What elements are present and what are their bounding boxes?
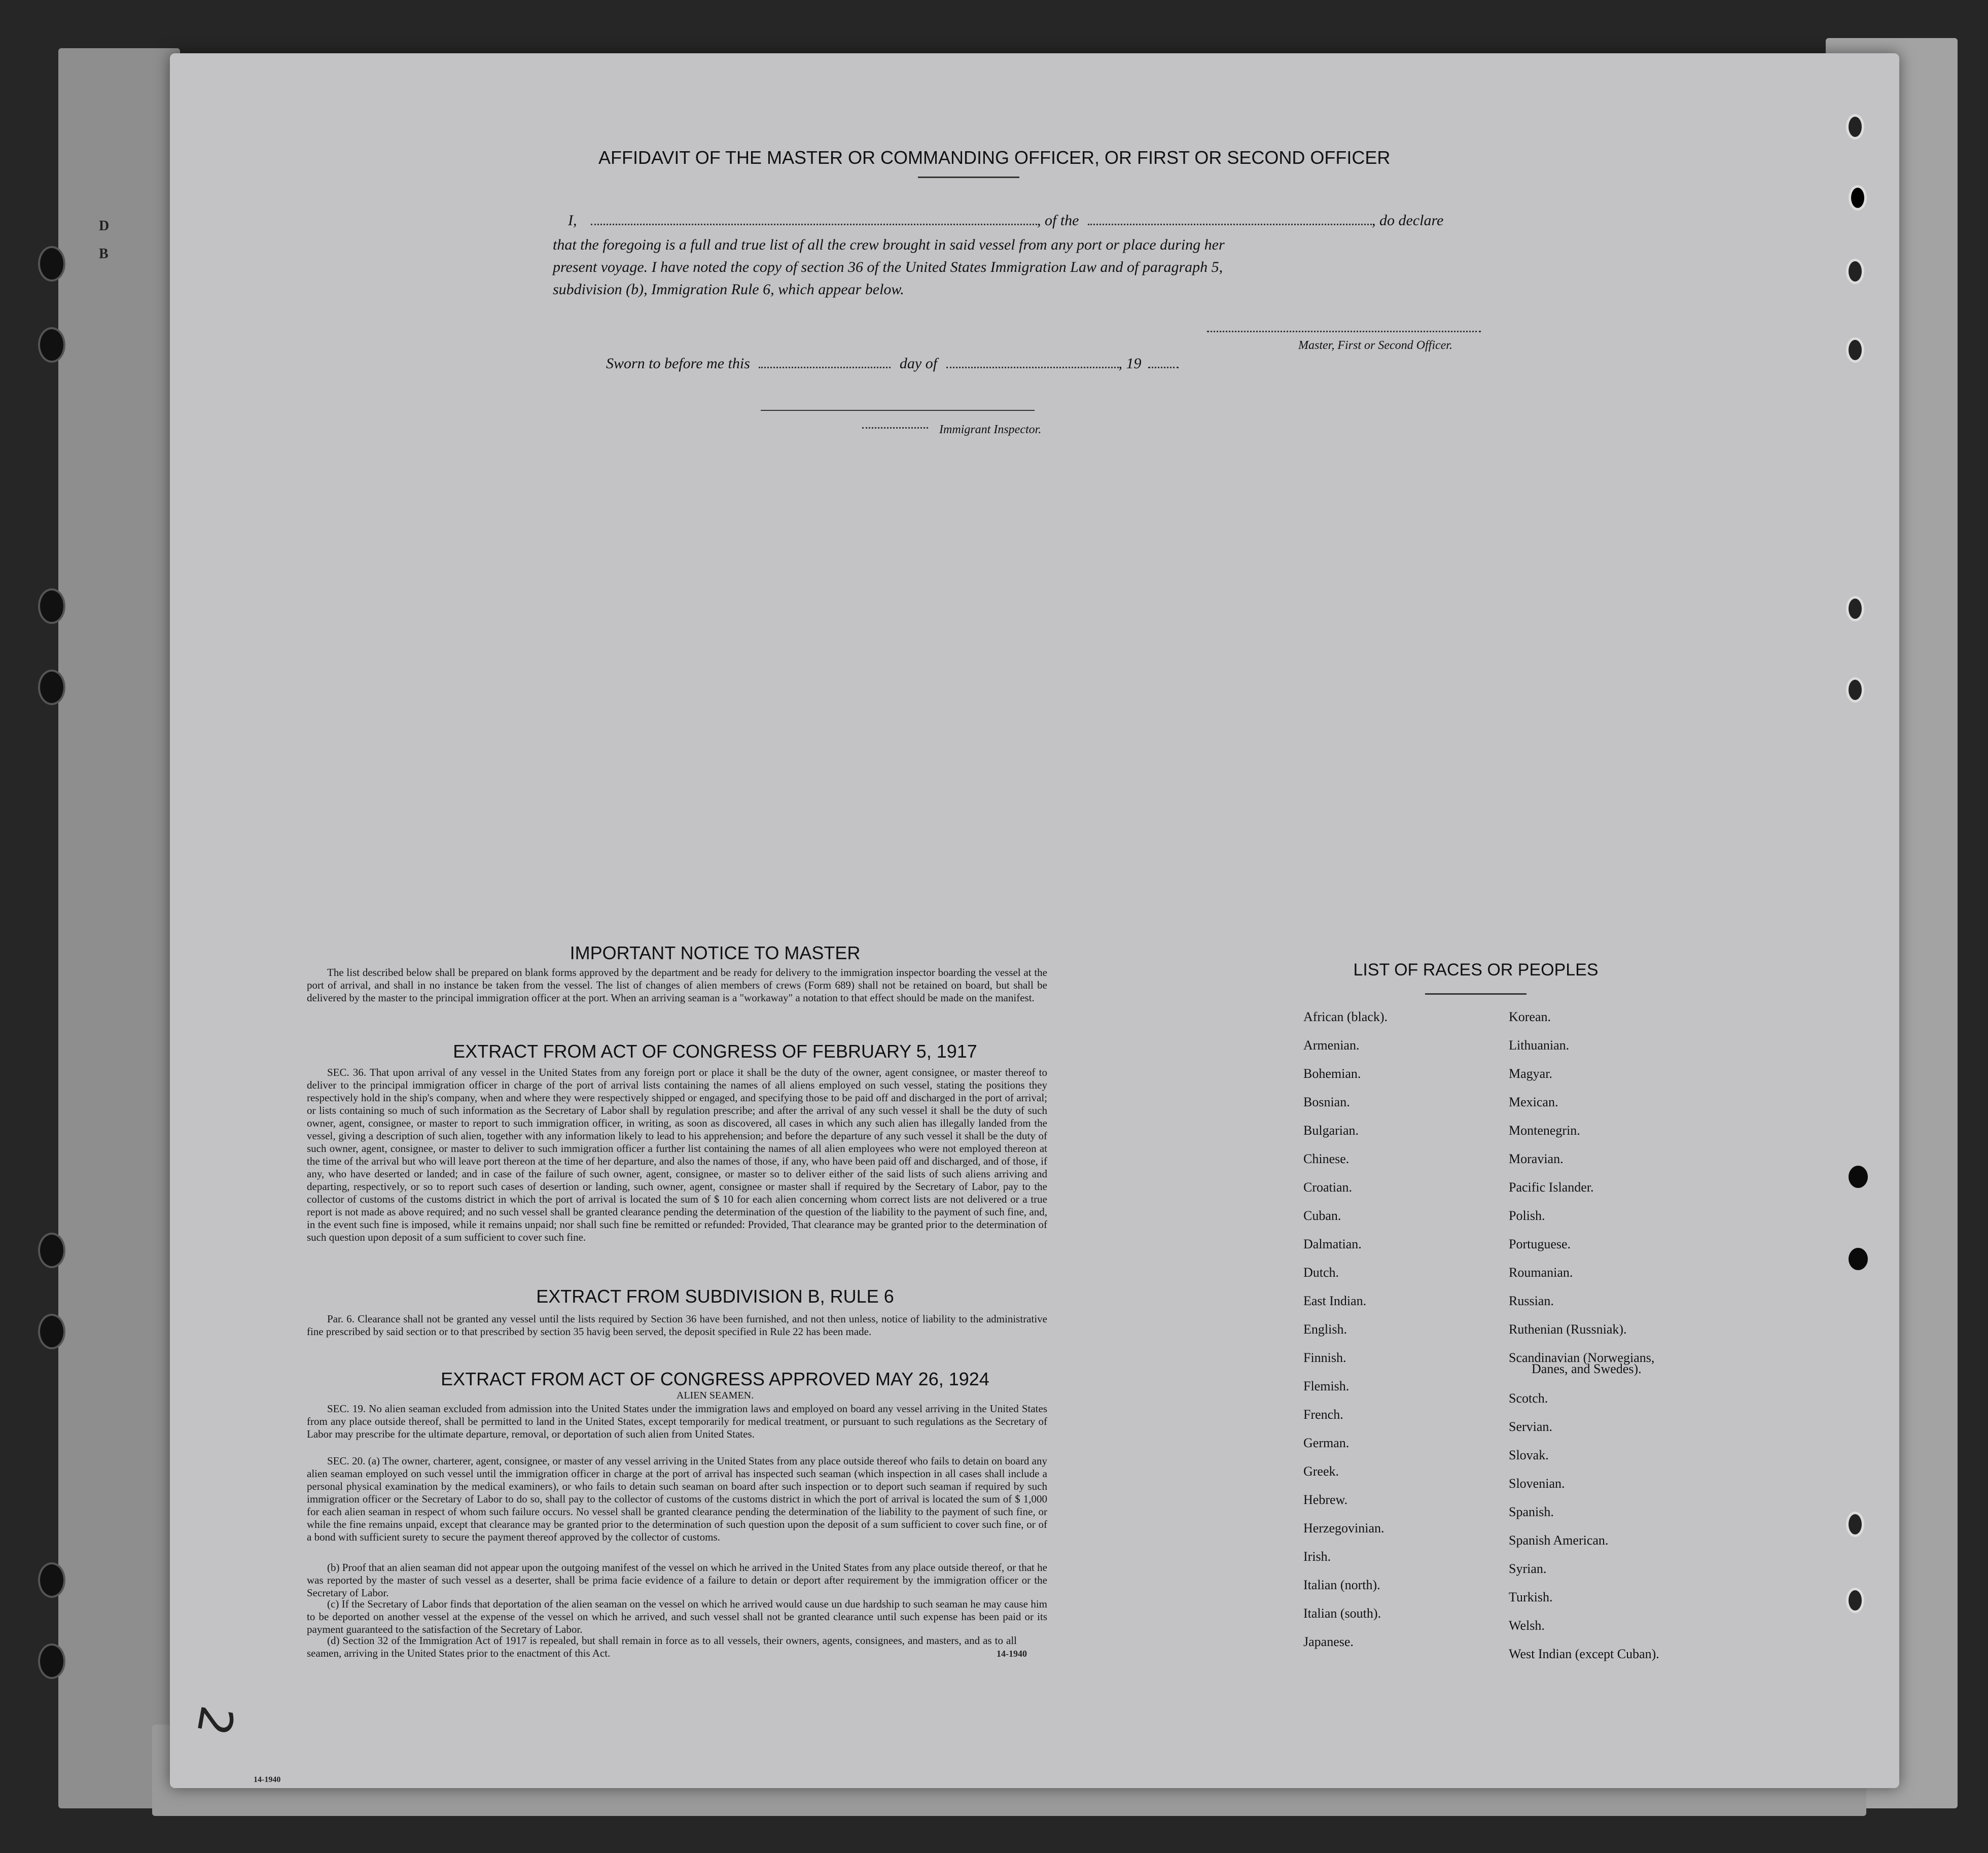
race-item: Japanese. bbox=[1303, 1634, 1354, 1649]
race-item: Korean. bbox=[1509, 1009, 1551, 1024]
binding-hole bbox=[38, 1314, 65, 1349]
sec20-d-text: (d) Section 32 of the Immigration Act of 1917 is repealed, but shall remain in force as to all vessels, their owners, agents, consignees, and masters, and as to all seamen, arriving in the United States prior to the enactment of this Act. bbox=[307, 1634, 1017, 1659]
left-edge-letter: D bbox=[99, 218, 110, 234]
race-item: Pacific Islander. bbox=[1509, 1180, 1594, 1195]
race-item: German. bbox=[1303, 1436, 1350, 1450]
race-item: Cuban. bbox=[1303, 1208, 1341, 1223]
affidavit-line3: present voyage. I have noted the copy of section 36 of the United States Immigration Law and of paragraph 5, bbox=[553, 259, 1223, 275]
race-item: Herzegovinian. bbox=[1303, 1521, 1384, 1535]
sworn-day-blank[interactable] bbox=[759, 367, 891, 368]
sworn-line: Sworn to before me this day of , 19 bbox=[606, 355, 1179, 372]
sec20-b-text: (b) Proof that an alien seaman did not appear upon the outgoing manifest of the vessel on which he arrived in the United States from any place outside thereof, or that he was reported by the master of such vessel as a deserter, shall be prima facie evidence of a failure to detain or deport after requirement by the immigration officer or the Secretary of Labor. bbox=[307, 1561, 1047, 1599]
handwritten-mark: 2 bbox=[186, 1702, 244, 1740]
extract-rule6-text: Par. 6. Clearance shall not be granted any vessel until the lists required by Section 36 have been furnished, and not then unless, notice of liability to the administrative fine prescribed by said section or to that prescribed by section 35 havig been served, the deposit specified in Rule 22 has been made. bbox=[307, 1313, 1047, 1338]
binding-hole bbox=[38, 1562, 65, 1598]
race-item: Russian. bbox=[1509, 1293, 1554, 1308]
race-item: Dalmatian. bbox=[1303, 1237, 1362, 1251]
master-signature-label: Master, First or Second Officer. bbox=[1298, 339, 1452, 352]
race-item: East Indian. bbox=[1303, 1293, 1367, 1308]
vessel-blank[interactable] bbox=[1088, 224, 1372, 225]
affidavit-line2: that the foregoing is a full and true list of all the crew brought in said vessel from any port or place during her bbox=[553, 236, 1225, 253]
binding-ring bbox=[1849, 185, 1867, 211]
extract-rule6-title: EXTRACT FROM SUBDIVISION B, RULE 6 bbox=[536, 1286, 894, 1307]
race-item: Ruthenian (Russniak). bbox=[1509, 1322, 1627, 1337]
races-title-rule bbox=[1425, 993, 1526, 995]
extract-1924-subtitle: ALIEN SEAMEN. bbox=[676, 1390, 754, 1401]
sworn-year-blank[interactable] bbox=[1148, 367, 1179, 368]
race-item: Spanish. bbox=[1509, 1505, 1554, 1519]
race-item: Italian (north). bbox=[1303, 1578, 1380, 1592]
extract-1924-title: EXTRACT FROM ACT OF CONGRESS APPROVED MAY 26, 1924 bbox=[441, 1369, 989, 1389]
race-item: Chinese. bbox=[1303, 1151, 1350, 1166]
master-signature-line[interactable] bbox=[1207, 331, 1481, 332]
race-item: Slovak. bbox=[1509, 1448, 1549, 1462]
binding-hole bbox=[38, 670, 65, 705]
race-item: Servian. bbox=[1509, 1419, 1552, 1434]
race-item: Syrian. bbox=[1509, 1561, 1547, 1576]
sec19-text: SEC. 19. No alien seaman excluded from admission into the United States under the immigration laws and employed on board any vessel arriving in the United States from any place outside thereof, shall be permitted to land in the United States, except temporarily for medical treatment, or pursuant to such regulations as the Secretary of Labor may prescribe for the ultimate departure, removal, or deportation of such alien from United States. bbox=[307, 1403, 1047, 1440]
affidavit-title: AFFIDAVIT OF THE MASTER OR COMMANDING OFFICER, OR FIRST OR SECOND OFFICER bbox=[598, 147, 1391, 168]
race-item: Welsh. bbox=[1509, 1618, 1545, 1633]
binding-hole bbox=[38, 327, 65, 363]
race-item: French. bbox=[1303, 1407, 1343, 1422]
race-item: Italian (south). bbox=[1303, 1606, 1381, 1621]
race-item: Dutch. bbox=[1303, 1265, 1339, 1280]
binding-ring bbox=[1846, 1512, 1864, 1537]
sworn-month-blank[interactable] bbox=[946, 367, 1119, 368]
form-number: 14-1940 bbox=[997, 1649, 1027, 1659]
underlying-sheet-left bbox=[58, 48, 180, 1808]
binding-ring bbox=[1846, 596, 1864, 621]
race-item: Turkish. bbox=[1509, 1590, 1553, 1604]
race-item: Bosnian. bbox=[1303, 1095, 1350, 1109]
race-item: Finnish. bbox=[1303, 1350, 1346, 1365]
affidavit-line1: I, , of the , do declare bbox=[568, 212, 1444, 229]
race-item: Danes, and Swedes). bbox=[1532, 1361, 1642, 1376]
notice-text: The list described below shall be prepared on blank forms approved by the department and be ready for delivery to the immigration inspector boarding the vessel at the port of arrival, and shall in no instance be taken from the vessel. The list of changes of alien members of crews (Form 689) shall not be retained on board, but shall be delivered by the master to the principal immigration officer at the port. When an arriving seaman is a "workaway" a notation to that effect should be made on the manifest. bbox=[307, 966, 1047, 1004]
binding-hole bbox=[38, 1233, 65, 1268]
extract-1917-text: SEC. 36. That upon arrival of any vessel in the United States from any foreign port or place it shall be the duty of the owner, agent consignee, or master thereof to deliver to the principal immigration officer in charge of the port of arrival lists containing the names of all aliens employed on such vessel, stating the positions they respectively hold in the ship's company, when and where they were respectively shipped or engaged, and specifying those to be paid off and discharged in the port of arrival; or lists containing so much of such information as the Secretary of Labor shall by regulation prescribe; and after the arrival of any such vessel it shall be the duty of such owner, agent, consignee, or master to report to such immigration officer, in writing, as soon as discovered, all cases in which any such alien has illegally landed from the vessel, giving a description of such alien, together with any information likely to lead to his apprehension; and before the departure of any such vessel it shall be the duty of such owner, agent, consignee, or master to deliver to such immigration officer a further list containing the names of all alien employees who were not employed thereon at the time of the arrival but who will leave port thereon at the time of her departure, and also the names of those, if any, who have been paid off and discharged, and of those, if any, who have deserted or landed; and in case of the failure of such owner, agent, consignee, or master so to deliver either of the said lists of such aliens arriving and departing, respectively, or so to report such cases of desertion or landing, such owner, agent, consignee or master shall if required by the Secretary of Labor, pay to the collector of customs of the customs district in which the port of arrival is located the sum of $ 10 for each alien concerning whom correct lists are not delivered or a true report is not made as above required; and no such vessel shall be granted clearance pending the determination of the question of the liability to the payment of such fine, and, in the event such fine is imposed, while it remains unpaid; nor shall such fine be remitted or refunded: Provided, That clearance may be granted prior to the determination of such question upon deposit of a sum sufficient to cover such fine. bbox=[307, 1066, 1047, 1243]
inspector-label: Immigrant Inspector. bbox=[939, 423, 1042, 436]
race-item: West Indian (except Cuban). bbox=[1509, 1647, 1659, 1661]
binding-ring bbox=[1846, 1588, 1864, 1613]
race-item: Polish. bbox=[1509, 1208, 1545, 1223]
race-item: Lithuanian. bbox=[1509, 1038, 1570, 1053]
race-item: Mexican. bbox=[1509, 1095, 1558, 1109]
race-item: Portuguese. bbox=[1509, 1237, 1571, 1251]
name-blank[interactable] bbox=[591, 224, 1037, 225]
notice-title: IMPORTANT NOTICE TO MASTER bbox=[570, 942, 861, 963]
race-item: Irish. bbox=[1303, 1549, 1331, 1564]
bottom-form-number: 14-1940 bbox=[254, 1775, 281, 1784]
race-item: Roumanian. bbox=[1509, 1265, 1573, 1280]
binding-hole bbox=[38, 588, 65, 624]
race-item: Scotch. bbox=[1509, 1391, 1548, 1406]
inspector-dotted-line[interactable] bbox=[862, 427, 928, 429]
sec20-text: SEC. 20. (a) The owner, charterer, agent, consignee, or master of any vessel arriving in the United States from any place outside thereof who fails to detain on board any alien seaman employed on such vessel until the immigration officer in charge at the port of arrival has inspected such seaman (which inspection in all cases shall include a personal physical examination by the medical examiners), or who fails to detain such seaman on board after such inspection or to deport such seaman if required by such immigration officer or the Secretary of Labor to do so, shall pay to the collector of customs of the customs district in which the port of arrival is located the sum of $ 1,000 for each alien seaman in respect of whom such failure occurs. No vessel shall be granted clearance pending the determination of the liability to the payment of such fine, or while the fine remains unpaid, except that clearance may be granted prior to the determination of such question upon the deposit of a sum sufficient to cover such fine, or of a bond with sufficient surety to secure the payment thereof approved by the collector of customs. bbox=[307, 1455, 1047, 1543]
binding-ring bbox=[1846, 114, 1864, 139]
inspector-signature-line[interactable] bbox=[761, 410, 1035, 411]
race-item: Flemish. bbox=[1303, 1379, 1350, 1393]
race-item: Moravian. bbox=[1509, 1151, 1564, 1166]
race-item: Scandinavian (Norwegians, bbox=[1509, 1350, 1655, 1365]
race-item: African (black). bbox=[1303, 1009, 1388, 1024]
race-item: Spanish American. bbox=[1509, 1533, 1609, 1548]
race-item: Slovenian. bbox=[1509, 1476, 1565, 1491]
binding-hole bbox=[38, 246, 65, 282]
punch-hole bbox=[1849, 1248, 1868, 1270]
binding-ring bbox=[1846, 337, 1864, 363]
race-item: Greek. bbox=[1303, 1464, 1339, 1479]
affidavit-title-rule bbox=[918, 177, 1019, 178]
left-edge-letter: B bbox=[99, 246, 109, 262]
race-item: Armenian. bbox=[1303, 1038, 1360, 1053]
extract-1917-title: EXTRACT FROM ACT OF CONGRESS OF FEBRUARY 5, 1917 bbox=[453, 1041, 977, 1062]
race-item: Bulgarian. bbox=[1303, 1123, 1359, 1138]
binding-ring bbox=[1846, 259, 1864, 284]
races-title: LIST OF RACES OR PEOPLES bbox=[1353, 960, 1599, 980]
race-item: Croatian. bbox=[1303, 1180, 1353, 1195]
race-item: Magyar. bbox=[1509, 1066, 1552, 1081]
race-item: Montenegrin. bbox=[1509, 1123, 1580, 1138]
sec20-c-text: (c) If the Secretary of Labor finds that deportation of the alien seaman on the vessel on which he arrived would cause un due hardship to such seaman he may cause him to be deported on another vessel at the expense of the vessel on which he arrived, and such vessel shall not be granted clearance until such expense has been paid or its payment guaranteed to the satisfaction of the Secretary of Labor. bbox=[307, 1598, 1047, 1635]
race-item: English. bbox=[1303, 1322, 1347, 1337]
race-item: Bohemian. bbox=[1303, 1066, 1361, 1081]
punch-hole bbox=[1849, 1166, 1868, 1188]
affidavit-line4: subdivision (b), Immigration Rule 6, which appear below. bbox=[553, 281, 904, 298]
binding-ring bbox=[1846, 677, 1864, 703]
binding-hole bbox=[38, 1644, 65, 1679]
race-item: Hebrew. bbox=[1303, 1492, 1348, 1507]
